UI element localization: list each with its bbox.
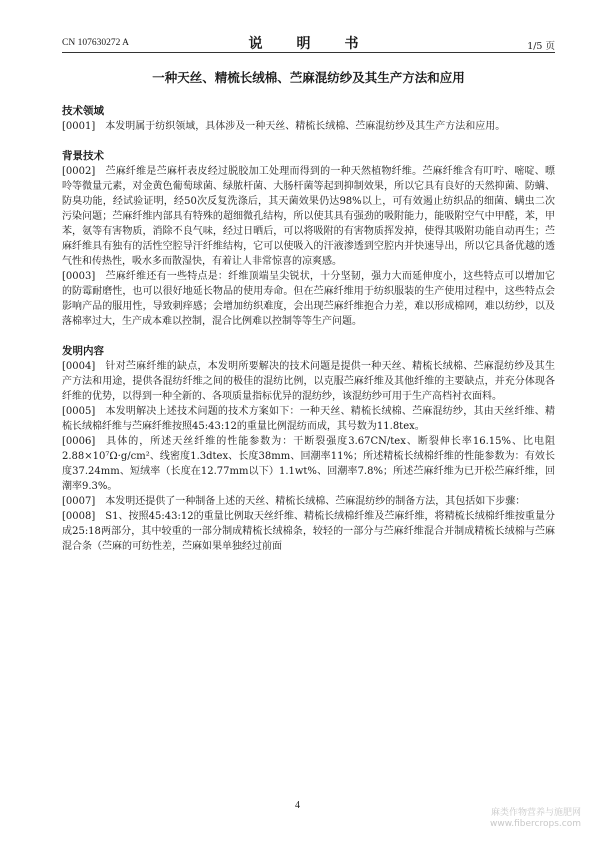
paragraph-text: 本发明还提供了一种制备上述的天丝、精梳长绒棉、苎麻混纺纱的制备方法，其包括如下步骤： xyxy=(105,496,526,507)
document-body xyxy=(62,104,555,554)
paragraph-number: [0007] xyxy=(62,496,96,507)
paragraph-text: 针对苎麻纤维的缺点，本发明所要解决的技术问题是提供一种天丝、精梳长绒棉、苎麻混纺纱及其生产方法和用途，提供各混纺纤维之间的极佳的混纺比例，以克服苎麻纤维及其他纤维的主要缺点，并充分体现各纤维的优势，以得到一种全新的、各项质量指标优异的混纺纱，该混纺纱可用于生产高档衬衣面料。 xyxy=(62,361,555,402)
paragraph-number: [0006] xyxy=(62,436,96,447)
section-heading: 技术领域 xyxy=(62,105,104,117)
section-heading: 背景技术 xyxy=(62,150,104,162)
paragraph-text: S1、按照45:43:12的重量比例取天丝纤维、精梳长绒棉纤维及苎麻纤维，将精梳长绒棉纤维按重量分成25:18两部分，其中较重的一部分制成精梳长绒棉条，较轻的一部分与苎麻纤维混合并制成精梳长绒棉与苎麻混合条（苎麻的可纺性差，苎麻如果单独经过前面 xyxy=(62,511,555,552)
publication-number: CN 107630272 A xyxy=(62,38,130,48)
page-header xyxy=(62,30,555,53)
paragraph-number: [0004] xyxy=(62,361,96,372)
paragraph-text: 苎麻纤维还有一些特点是：纤维顶端呈尖锐状，十分坚韧，强力大而延伸度小，这些特点可以增加它的防霉耐磨性，也可以很好地延长物品的使用寿命。但在苎麻纤维用于纺织服装的生产使用过程中，这些特点会影响产品的服用性，导致刺痒感；会增加纺织难度，会出现苎麻纤维抱合力差，难以形成棉网，难以纺纱，以及落棉率过大，生产成本难以控制，混合比例难以控制等等生产问题。 xyxy=(62,271,555,327)
paragraph xyxy=(62,434,555,494)
paragraph xyxy=(62,164,555,269)
watermark xyxy=(490,808,581,830)
paragraph xyxy=(62,494,555,509)
page-count: 1/5 页 xyxy=(527,41,555,52)
document-title: 一种天丝、精梳长绒棉、苎麻混纺纱及其生产方法和应用 xyxy=(152,70,465,85)
paragraph-number: [0002] xyxy=(62,166,96,177)
paragraph-text: 本发明解决上述技术问题的技术方案如下：一种天丝、精梳长绒棉、苎麻混纺纱，其由天丝纤维、精梳长绒棉纤维与苎麻纤维按照45:43:12的重量比例混纺而成，其号数为11.8tex。 xyxy=(62,406,555,432)
paragraph xyxy=(62,269,555,329)
paragraph-number: [0008] xyxy=(62,511,96,522)
paragraph xyxy=(62,359,555,404)
paragraph-text: 具体的，所述天丝纤维的性能参数为：干断裂强度3.67CN/tex、断裂伸长率16.15%、比电阻2.88×10⁷Ω·g/cm²、线密度1.3dtex、长度38mm、回潮率11%；所述精梳长绒棉纤维的性能参数为：有效长度37.24mm、短绒率（长度在12.77mm以下）1.1wt%、回潮率7.8%；所述苎麻纤维为已开松苎麻纤维，回潮率9.3%。 xyxy=(62,436,555,492)
document-type: 说 明 书 xyxy=(248,36,369,52)
section-heading: 发明内容 xyxy=(62,345,104,357)
paragraph-text: 苎麻纤维是苎麻杆表皮经过脱胶加工处理而得到的一种天然植物纤维。苎麻纤维含有叮咛、嘧啶、嘌呤等微量元素，对金黄色葡萄球菌、绿脓杆菌、大肠杆菌等起到抑制效果，所以它具有良好的天然抑菌、防螨、防臭功能，经试验证明，经50次反复洗涤后，其天菌效果仍达98%以上，可有效遏止纺织品的细菌、螨虫二次污染问题；苎麻纤维内部具有特殊的超细微孔结构，所以使其具有强劲的吸附能力，能吸附空气中甲醛，苯，甲苯，氨等有害物质，消除不良气味，经过日晒后，可以将吸附的有害物质挥发掉，使得其吸附功能自动再生；苎麻纤维具有独有的活性空腔导汗纤维结构，它可以使吸入的汗液渗透到空腔内并快速导出，所以它具备优越的透气性和传热性，吸水多而散湿快，有着让人非常惊喜的凉爽感。 xyxy=(62,166,555,267)
paragraph-number: [0003] xyxy=(62,271,96,282)
watermark-line: 麻类作物营养与施肥网 xyxy=(490,808,581,818)
watermark-url: www.fibercrops.com xyxy=(490,819,581,829)
paragraph xyxy=(62,119,555,134)
paragraph-number: [0001] xyxy=(62,121,96,132)
paragraph-number: [0005] xyxy=(62,406,96,417)
page-number: 4 xyxy=(295,800,300,811)
paragraph-text: 本发明属于纺织领域，具体涉及一种天丝、精梳长绒棉、苎麻混纺纱及其生产方法和应用。 xyxy=(105,121,506,132)
paragraph xyxy=(62,404,555,434)
paragraph xyxy=(62,509,555,554)
